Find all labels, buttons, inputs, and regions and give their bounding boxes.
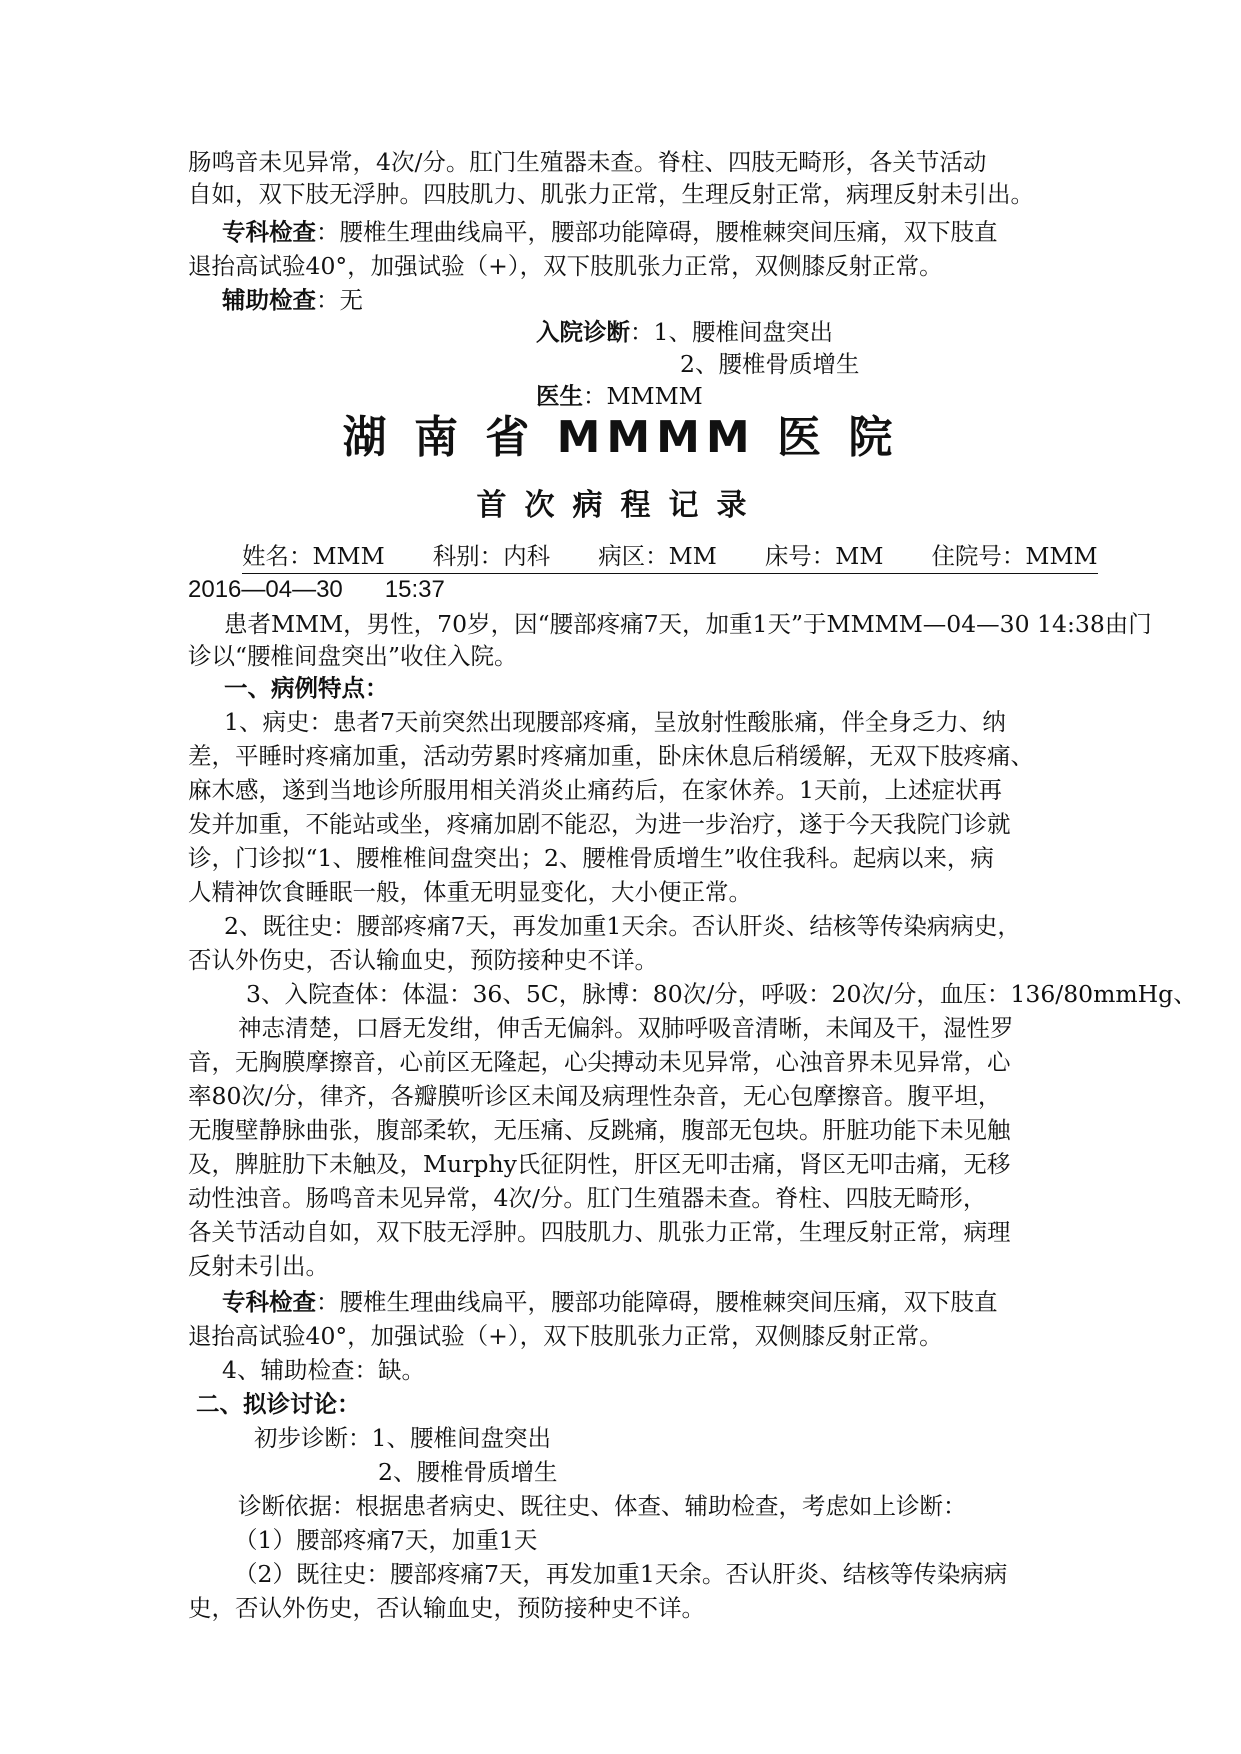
physical-exam-line: 无腹壁静脉曲张，腹部柔软，无压痛、反跳痛，腹部无包块。肝脏功能下未见触 bbox=[188, 1116, 1011, 1144]
preliminary-diagnosis-1: 初步诊断：1、腰椎间盘突出 bbox=[254, 1424, 551, 1452]
admission-diagnosis-label: 入院诊断 bbox=[536, 318, 630, 346]
prev-special-exam-label: 专科检查 bbox=[222, 218, 316, 246]
record-time: 15:37 bbox=[384, 576, 445, 603]
record-title: 首次病程记录 bbox=[476, 488, 765, 523]
intro-line-1: 患者MMM，男性，70岁，因“腰部疼痛7天，加重1天”于MMMM—04—30 14:38由门 bbox=[224, 610, 1152, 638]
patient-department: 科别：内科 bbox=[432, 542, 551, 570]
prev-aux-exam bbox=[222, 284, 363, 316]
past-history-line: 否认外伤史，否认输血史，预防接种史不详。 bbox=[188, 946, 658, 974]
prev-exam-line-1: 肠鸣音未见异常，4次/分。肛门生殖器未查。脊柱、四肢无畸形，各关节活动 bbox=[188, 148, 987, 176]
admission-diagnosis-2: 2、腰椎骨质增生 bbox=[680, 350, 860, 378]
diagnosis-basis-2-cont: 史，否认外伤史，否认输血史，预防接种史不详。 bbox=[188, 1594, 705, 1622]
special-exam-text: ：腰椎生理曲线扁平，腰部功能障碍，腰椎棘突间压痛，双下肢直 bbox=[316, 1288, 998, 1316]
history-line: 发并加重，不能站或坐，疼痛加剧不能忍，为进一步治疗，遂于今天我院门诊就 bbox=[188, 810, 1011, 838]
hospital-name: 湖 南 省 MMMM 医 院 bbox=[342, 412, 899, 463]
intro-line-2: 诊以“腰椎间盘突出”收住入院。 bbox=[188, 642, 518, 670]
diagnosis-basis-2: （2）既往史：腰部疼痛7天，再发加重1天余。否认肝炎、结核等传染病病 bbox=[234, 1560, 1008, 1588]
physical-exam-line: 及，脾脏肋下未触及，Murphy氏征阴性，肝区无叩击痛，肾区无叩击痛，无移 bbox=[188, 1150, 1011, 1178]
prev-aux-exam-text: ：无 bbox=[316, 286, 363, 314]
preliminary-diagnosis-2: 2、腰椎骨质增生 bbox=[378, 1458, 558, 1486]
past-history-line: 2、既往史：腰部疼痛7天，再发加重1天余。否认肝炎、结核等传染病病史， bbox=[224, 912, 1021, 940]
doctor-name: ：MMMM bbox=[583, 382, 703, 410]
patient-admission-no: 住院号：MMM bbox=[931, 542, 1098, 570]
history-line: 人精神饮食睡眠一般，体重无明显变化，大小便正常。 bbox=[188, 878, 752, 906]
record-datetime bbox=[188, 574, 445, 606]
prev-aux-exam-label: 辅助检查 bbox=[222, 286, 316, 314]
section-1-title: 一、病例特点： bbox=[224, 674, 389, 702]
history-line: 麻木感，遂到当地诊所服用相关消炎止痛药后，在家休养。1天前，上述症状再 bbox=[188, 776, 1002, 804]
history-line: 诊，门诊拟“1、腰椎椎间盘突出；2、腰椎骨质增生”收住我科。起病以来，病 bbox=[188, 844, 994, 872]
doctor-label: 医生 bbox=[536, 382, 583, 410]
patient-info-row bbox=[242, 540, 1098, 574]
physical-exam-line: 各关节活动自如，双下肢无浮肿。四肢肌力、肌张力正常，生理反射正常，病理 bbox=[188, 1218, 1011, 1246]
prev-exam-line-2: 自如，双下肢无浮肿。四肢肌力、肌张力正常，生理反射正常，病理反射未引出。 bbox=[188, 180, 1034, 208]
history-line: 1、病史：患者7天前突然出现腰部疼痛，呈放射性酸胀痛，伴全身乏力、纳 bbox=[224, 708, 1006, 736]
physical-exam-line: 动性浊音。肠鸣音未见异常，4次/分。肛门生殖器未查。脊柱、四肢无畸形， bbox=[188, 1184, 987, 1212]
physical-exam-line: 音，无胸膜摩擦音，心前区无隆起，心尖搏动未见异常，心浊音界未见异常，心 bbox=[188, 1048, 1011, 1076]
patient-name: 姓名：MMM bbox=[242, 542, 385, 570]
admission-diagnosis-1: ：1、腰椎间盘突出 bbox=[630, 318, 833, 346]
prev-special-exam bbox=[222, 216, 998, 248]
doctor-signature bbox=[536, 380, 703, 412]
special-exam-line-2: 退抬高试验40°，加强试验（+），双下肢肌张力正常，双侧膝反射正常。 bbox=[188, 1322, 943, 1350]
history-line: 差，平睡时疼痛加重，活动劳累时疼痛加重，卧床休息后稍缓解，无双下肢疼痛、 bbox=[188, 742, 1034, 770]
patient-ward: 病区：MM bbox=[598, 542, 717, 570]
admission-diagnosis bbox=[536, 316, 833, 348]
special-exam-label: 专科检查 bbox=[222, 1288, 316, 1316]
special-exam bbox=[222, 1286, 998, 1318]
diagnosis-basis-1: （1）腰部疼痛7天，加重1天 bbox=[234, 1526, 538, 1554]
diagnosis-basis: 诊断依据：根据患者病史、既往史、体查、辅助检查，考虑如上诊断： bbox=[238, 1492, 967, 1520]
physical-exam-line: 率80次/分，律齐，各瓣膜听诊区未闻及病理性杂音，无心包摩擦音。腹平坦， bbox=[188, 1082, 1002, 1110]
section-2-title: 二、拟诊讨论： bbox=[196, 1390, 361, 1418]
prev-special-exam-line-2: 退抬高试验40°，加强试验（+），双下肢肌张力正常，双侧膝反射正常。 bbox=[188, 252, 943, 280]
aux-exam: 4、辅助检查：缺。 bbox=[222, 1356, 425, 1384]
patient-bed: 床号：MM bbox=[764, 542, 884, 570]
record-date: 2016—04—30 bbox=[188, 576, 343, 603]
physical-exam-line: 神志清楚，口唇无发绀，伸舌无偏斜。双肺呼吸音清晰，未闻及干，湿性罗 bbox=[238, 1014, 1014, 1042]
prev-special-exam-text: ：腰椎生理曲线扁平，腰部功能障碍，腰椎棘突间压痛，双下肢直 bbox=[316, 218, 998, 246]
physical-exam-line: 反射未引出。 bbox=[188, 1252, 329, 1280]
physical-exam-line: 3、入院查体：体温：36、5C，脉博：80次/分，呼吸：20次/分，血压：136/80mmHg、 bbox=[246, 980, 1197, 1008]
